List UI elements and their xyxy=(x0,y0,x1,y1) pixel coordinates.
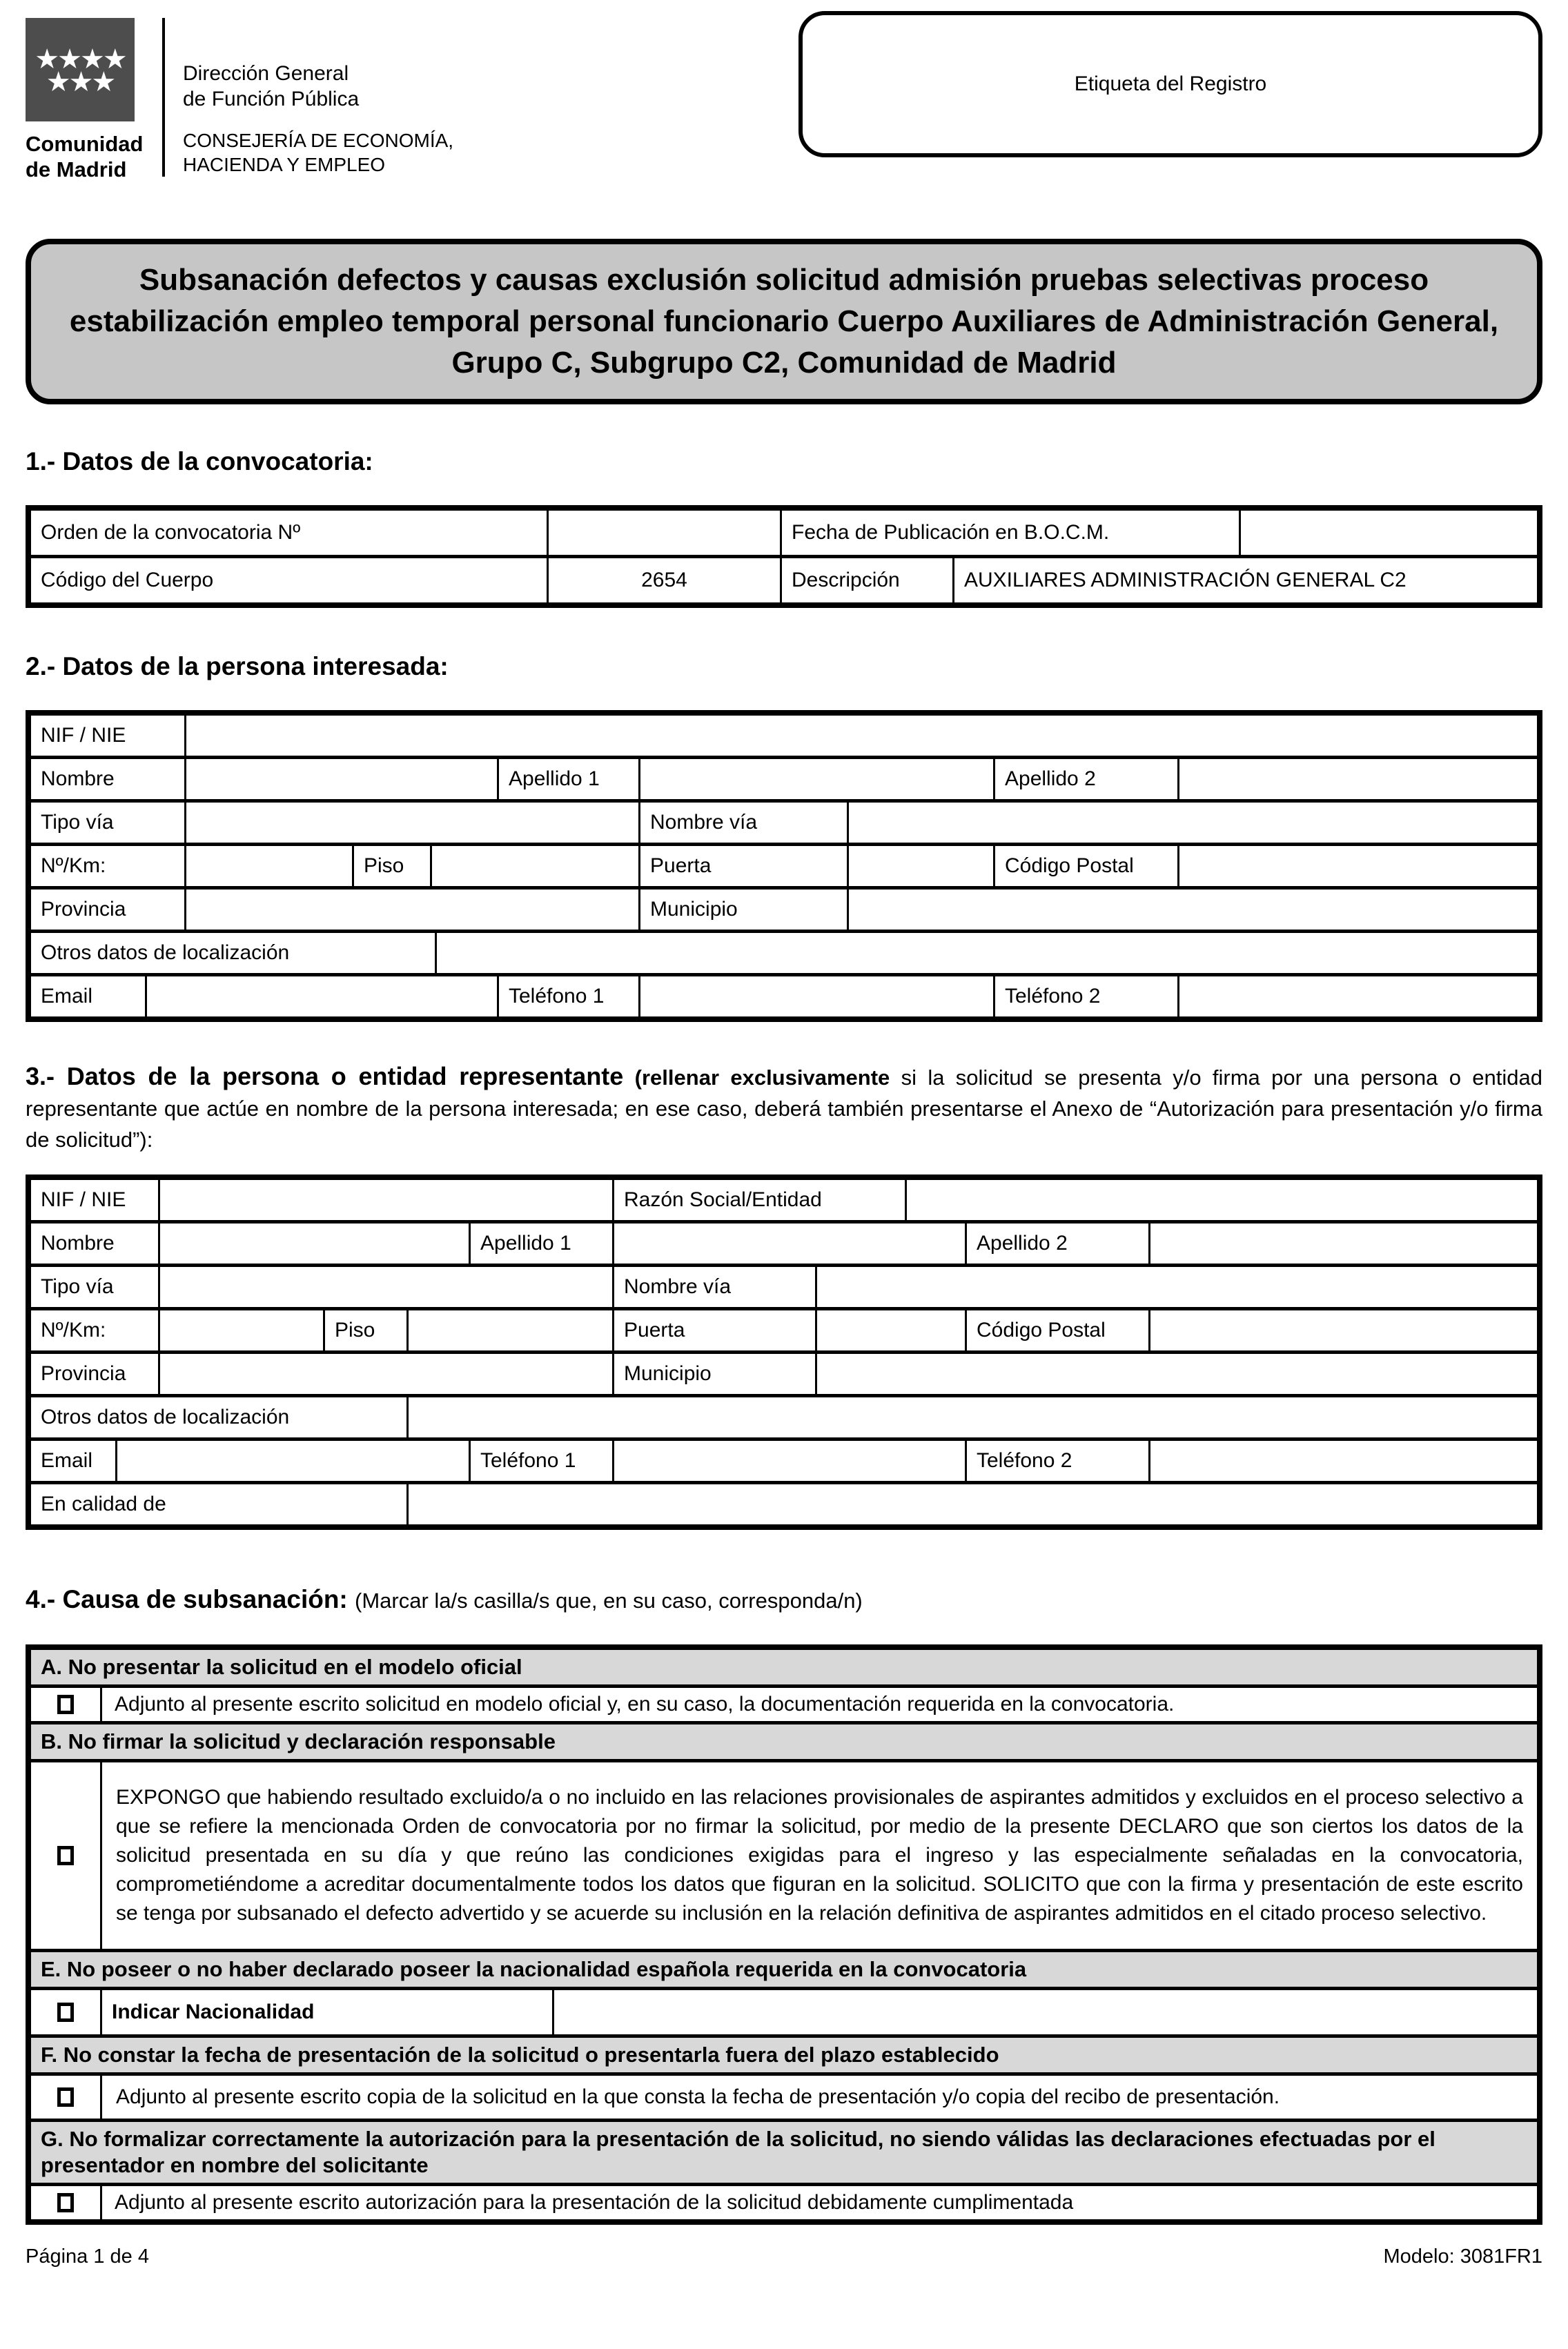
table-row xyxy=(31,1721,1537,1759)
table-row xyxy=(31,1481,1537,1524)
table-row xyxy=(31,1220,1537,1264)
causa-g-text: Adjunto al presente escrito autorización para la presentación de la solicitud debidamente cumplimentada xyxy=(115,2191,1074,2214)
causa-f-text: Adjunto al presente escrito copia de la solicitud en la que consta la fecha de presentación y/o copia del recibo de presentación. xyxy=(116,2085,1280,2108)
table-row xyxy=(31,1180,1537,1220)
registry-label-box xyxy=(798,11,1542,157)
nombre-input[interactable] xyxy=(186,759,499,799)
page-header xyxy=(26,0,1542,202)
table-row xyxy=(31,1987,1537,2034)
table-row xyxy=(31,2119,1537,2183)
rep-num-km-input[interactable] xyxy=(160,1310,325,1350)
table-row xyxy=(31,886,1537,930)
org-line3: CONSEJERÍA DE ECONOMÍA, xyxy=(183,130,454,151)
rep-nif-input[interactable] xyxy=(160,1180,614,1220)
telefono2-label: Teléfono 2 xyxy=(995,976,1179,1016)
causa-f-checkbox-cell xyxy=(31,2076,102,2119)
table-row xyxy=(31,1437,1537,1481)
table-row xyxy=(31,973,1537,1016)
causa-a-text: Adjunto al presente escrito solicitud en modelo oficial y, en su caso, la documentación requerida en la convocatoria. xyxy=(115,1693,1175,1716)
table-row xyxy=(31,1759,1537,1949)
nombre-via-input[interactable] xyxy=(849,803,1537,843)
telefono1-input[interactable] xyxy=(640,976,995,1016)
rep-municipio-input[interactable] xyxy=(817,1354,1537,1394)
section3-heading xyxy=(26,1061,1542,1155)
puerta-label: Puerta xyxy=(640,846,849,886)
flag-stars-top: ★★★★ xyxy=(35,44,126,75)
fecha-publicacion-label: Fecha de Publicación en B.O.C.M. xyxy=(782,511,1241,555)
header-divider xyxy=(162,18,165,177)
nif-input[interactable] xyxy=(186,716,1537,756)
piso-label: Piso xyxy=(354,846,432,886)
section3-heading-rest: si la solicitud se presenta y/o firma por una persona o entidad representante que actúe en nombre de la persona interesada; en ese caso, deberá también presentarse el Anexo de “Autorización para presentación y/o firma de solicitud”): xyxy=(26,1065,1543,1152)
rep-nombre-input[interactable] xyxy=(160,1223,471,1264)
rep-otros-datos-input[interactable] xyxy=(409,1397,1537,1437)
descripcion-value: AUXILIARES ADMINISTRACIÓN GENERAL C2 xyxy=(964,569,1407,591)
table-row xyxy=(31,1684,1537,1721)
rep-provincia-input[interactable] xyxy=(160,1354,614,1394)
razon-social-input[interactable] xyxy=(907,1180,1537,1220)
region-name-line2: de Madrid xyxy=(26,157,127,181)
email-label: Email xyxy=(31,976,147,1016)
table-row xyxy=(31,930,1537,973)
telefono2-input[interactable] xyxy=(1179,976,1537,1016)
nacionalidad-input[interactable] xyxy=(554,1990,1537,2034)
rep-puerta-input[interactable] xyxy=(817,1310,967,1350)
comunidad-madrid-logo xyxy=(26,18,148,202)
codigo-cuerpo-label: Código del Cuerpo xyxy=(31,558,549,602)
rep-tipo-via-input[interactable] xyxy=(160,1267,614,1307)
region-name xyxy=(26,131,148,182)
causa-b-header: B. No firmar la solicitud y declaración responsable xyxy=(31,1724,1537,1759)
table-row xyxy=(31,2034,1537,2072)
tipo-via-input[interactable] xyxy=(186,803,640,843)
org-consejeria xyxy=(183,128,453,177)
region-name-line1: Comunidad xyxy=(26,132,144,156)
apellido1-input[interactable] xyxy=(640,759,995,799)
rep-telefono1-label: Teléfono 1 xyxy=(471,1441,614,1481)
section2-heading: 2.- Datos de la persona interesada: xyxy=(26,652,449,680)
telefono1-label: Teléfono 1 xyxy=(499,976,640,1016)
en-calidad-de-input[interactable] xyxy=(409,1484,1537,1524)
apellido1-label: Apellido 1 xyxy=(499,759,640,799)
rep-codigo-postal-input[interactable] xyxy=(1150,1310,1537,1350)
table-row xyxy=(31,799,1537,843)
provincia-label: Provincia xyxy=(31,890,186,930)
descripcion-label: Descripción xyxy=(782,558,954,602)
checkbox-a[interactable] xyxy=(57,1695,74,1714)
rep-nombre-via-label: Nombre vía xyxy=(614,1267,817,1307)
num-km-label: Nº/Km: xyxy=(31,846,186,886)
section1-heading: 1.- Datos de la convocatoria: xyxy=(26,447,373,475)
table-row xyxy=(31,1350,1537,1394)
madrid-flag-icon xyxy=(26,18,135,121)
orden-convocatoria-label: Orden de la convocatoria Nº xyxy=(31,511,549,555)
table-row xyxy=(31,843,1537,886)
table-row xyxy=(31,716,1537,756)
org-direccion-general xyxy=(183,61,453,112)
piso-input[interactable] xyxy=(432,846,640,886)
rep-municipio-label: Municipio xyxy=(614,1354,817,1394)
apellido2-label: Apellido 2 xyxy=(995,759,1179,799)
rep-apellido1-label: Apellido 1 xyxy=(471,1223,614,1264)
causa-b-text: EXPONGO que habiendo resultado excluido/a o no incluido en las relaciones provisionales de aspirantes admitidos y excluidos en el proceso selectivo a que se refiere la mencionada Orden de convocatoria por no firmar la solicitud, por medio de la presente DECLARO que son ciertos los datos de la solicitud presentada en su día y que reúno las condiciones exigidas para el ingreso y las especialmente señaladas en la convocatoria, comprometiéndome a acreditar documentalmente todos los datos que figuran en la solicitud. SOLICITO que con la firma y presentación de este escrito se tenga por subsanado el defecto advertido y se acuerde su inclusión en la relación definitiva de aspirantes admitidos en el citado proceso selectivo. xyxy=(116,1786,1523,1925)
rep-apellido2-label: Apellido 2 xyxy=(967,1223,1150,1264)
rep-provincia-label: Provincia xyxy=(31,1354,160,1394)
rep-email-label: Email xyxy=(31,1441,117,1481)
nif-label: NIF / NIE xyxy=(31,716,186,756)
model-number: Modelo: 3081FR1 xyxy=(1383,2245,1542,2268)
page-footer xyxy=(26,2245,1542,2268)
rep-otros-datos-label: Otros datos de localización xyxy=(31,1397,409,1437)
apellido2-input[interactable] xyxy=(1179,759,1537,799)
causa-f-header: F. No constar la fecha de presentación de la solicitud o presentarla fuera del plazo establecido xyxy=(31,2038,1537,2072)
municipio-input[interactable] xyxy=(849,890,1537,930)
puerta-input[interactable] xyxy=(849,846,995,886)
tipo-via-label: Tipo vía xyxy=(31,803,186,843)
otros-datos-input[interactable] xyxy=(437,933,1537,973)
org-block xyxy=(183,18,453,202)
causa-a-header: A. No presentar la solicitud en el modelo oficial xyxy=(31,1650,1537,1684)
org-line2: de Función Pública xyxy=(183,88,360,110)
section4-heading xyxy=(26,1585,1542,1614)
rep-nif-label: NIF / NIE xyxy=(31,1180,160,1220)
rep-puerta-label: Puerta xyxy=(614,1310,817,1350)
provincia-input[interactable] xyxy=(186,890,640,930)
section3-heading-bold: 3.- Datos de la persona o entidad representante xyxy=(26,1062,624,1090)
nombre-label: Nombre xyxy=(31,759,186,799)
nombre-via-label: Nombre vía xyxy=(640,803,849,843)
causa-a-checkbox-cell xyxy=(31,1688,102,1721)
page-number: Página 1 de 4 xyxy=(26,2245,149,2268)
flag-stars-bottom: ★★★ xyxy=(46,67,115,97)
orden-convocatoria-input[interactable] xyxy=(549,511,782,555)
checkbox-b[interactable] xyxy=(57,1846,74,1865)
table-row xyxy=(31,1394,1537,1437)
rep-num-km-label: Nº/Km: xyxy=(31,1310,160,1350)
org-line4: HACIENDA Y EMPLEO xyxy=(183,154,386,175)
section3-heading-bold-paren: (rellenar exclusivamente xyxy=(623,1065,890,1090)
checkbox-g[interactable] xyxy=(57,2193,74,2212)
rep-nombre-label: Nombre xyxy=(31,1223,160,1264)
rep-email-input[interactable] xyxy=(117,1441,471,1481)
fecha-publicacion-input[interactable] xyxy=(1241,511,1537,555)
registry-label-text: Etiqueta del Registro xyxy=(1074,72,1267,95)
rep-telefono1-input[interactable] xyxy=(614,1441,967,1481)
checkbox-f[interactable] xyxy=(57,2087,74,2107)
convocatoria-table xyxy=(26,505,1542,608)
representante-table xyxy=(26,1174,1542,1530)
table-row xyxy=(31,1264,1537,1307)
rep-piso-input[interactable] xyxy=(409,1310,614,1350)
causa-g-checkbox-cell xyxy=(31,2186,102,2219)
causas-subsanacion-table xyxy=(26,1644,1542,2225)
table-row xyxy=(31,1949,1537,1987)
rep-apellido2-input[interactable] xyxy=(1150,1223,1537,1264)
codigo-cuerpo-value: 2654 xyxy=(549,558,782,602)
codigo-postal-label: Código Postal xyxy=(995,846,1179,886)
causa-e-checkbox-cell xyxy=(31,1990,102,2034)
table-row xyxy=(31,555,1537,602)
en-calidad-de-label: En calidad de xyxy=(31,1484,409,1524)
rep-telefono2-input[interactable] xyxy=(1150,1441,1537,1481)
causa-e-header: E. No poseer o no haber declarado poseer la nacionalidad española requerida en la convocatoria xyxy=(31,1952,1537,1987)
email-input[interactable] xyxy=(147,976,499,1016)
codigo-postal-input[interactable] xyxy=(1179,846,1537,886)
rep-piso-label: Piso xyxy=(325,1310,409,1350)
org-line1: Dirección General xyxy=(183,62,349,85)
table-row xyxy=(31,511,1537,555)
section4-heading-bold: 4.- Causa de subsanación: xyxy=(26,1585,348,1613)
table-row xyxy=(31,2072,1537,2119)
rep-tipo-via-label: Tipo vía xyxy=(31,1267,160,1307)
rep-nombre-via-input[interactable] xyxy=(817,1267,1537,1307)
razon-social-label: Razón Social/Entidad xyxy=(614,1180,907,1220)
table-row xyxy=(31,2183,1537,2219)
municipio-label: Municipio xyxy=(640,890,849,930)
form-title: Subsanación defectos y causas exclusión solicitud admisión pruebas selectivas proceso estabilización empleo temporal personal funcionario Cuerpo Auxiliares de Administración General, Grupo C, Subgrupo C2, Comunidad de Madrid xyxy=(26,239,1542,404)
causa-g-header: G. No formalizar correctamente la autorización para la presentación de la solicitud, no siendo válidas las declaraciones efectuadas por el presentador en nombre del solicitante xyxy=(31,2122,1537,2183)
num-km-input[interactable] xyxy=(186,846,354,886)
table-row xyxy=(31,1650,1537,1684)
section4-heading-rest: (Marcar la/s casilla/s que, en su caso, corresponda/n) xyxy=(355,1589,863,1613)
rep-codigo-postal-label: Código Postal xyxy=(967,1310,1150,1350)
rep-apellido1-input[interactable] xyxy=(614,1223,967,1264)
table-row xyxy=(31,1307,1537,1350)
causa-b-checkbox-cell xyxy=(31,1762,102,1949)
otros-datos-label: Otros datos de localización xyxy=(31,933,437,973)
table-row xyxy=(31,756,1537,799)
checkbox-e[interactable] xyxy=(57,2003,74,2022)
rep-telefono2-label: Teléfono 2 xyxy=(967,1441,1150,1481)
indicar-nacionalidad-label: Indicar Nacionalidad xyxy=(102,1990,554,2034)
persona-interesada-table xyxy=(26,710,1542,1022)
